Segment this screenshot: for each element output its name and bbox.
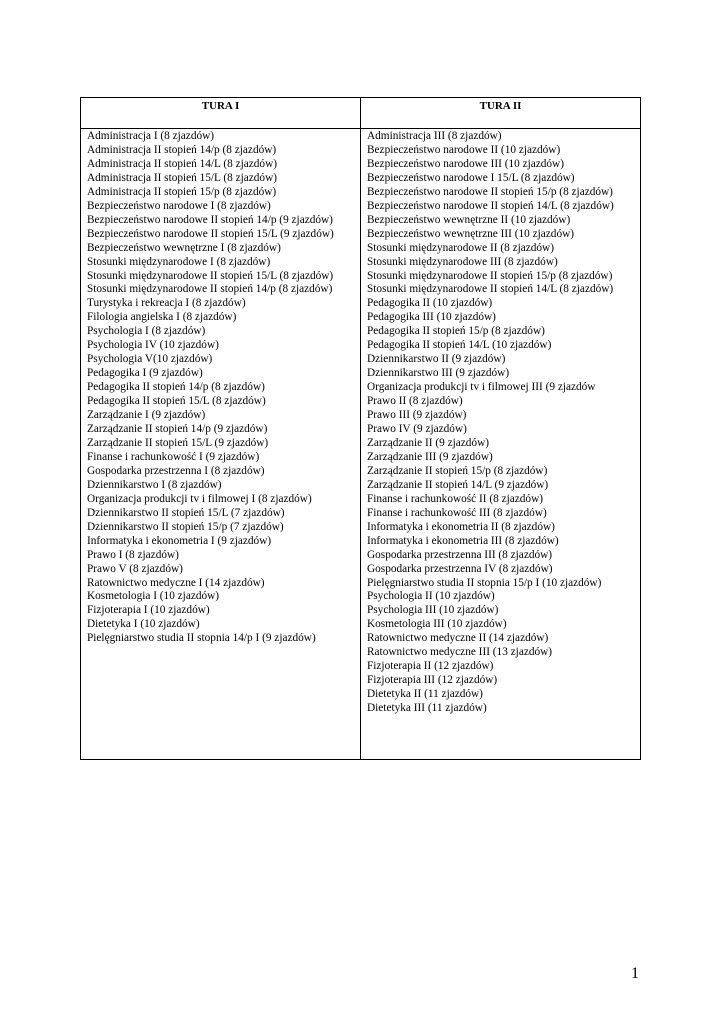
list-item: Prawo IV (9 zjazdów): [367, 423, 467, 436]
list-item: Psychologia V(10 zjazdów): [87, 353, 213, 366]
list-item: Ratownictwo medyczne I (14 zjazdów): [87, 576, 265, 589]
list-item: Bezpieczeństwo wewnętrzne III (10 zjazdów): [367, 227, 575, 240]
list-item: Bezpieczeństwo wewnętrzne I (8 zjazdów): [87, 241, 281, 254]
list-item: Bezpieczeństwo narodowe II stopień 14/p (9 zjazdów): [87, 213, 333, 226]
list-item: Pedagogika II (10 zjazdów): [367, 297, 493, 310]
list-item: Fizjoterapia II (12 zjazdów): [367, 660, 494, 673]
column-tura-2: [361, 129, 640, 759]
list-item: Organizacja produkcji tv i filmowej I (8 zjazdów): [87, 492, 312, 505]
list-item: Informatyka i ekonometria I (9 zjazdów): [87, 534, 272, 547]
list-item: Finanse i rachunkowość I (9 zjazdów): [87, 450, 260, 463]
list-item: Gospodarka przestrzenna I (8 zjazdów): [87, 464, 265, 477]
list-item: Bezpieczeństwo narodowe II stopień 15/L (9 zjazdów): [87, 227, 334, 240]
list-item: Prawo I (8 zjazdów): [87, 548, 179, 561]
list-item: Prawo III (9 zjazdów): [367, 409, 467, 422]
list-item: Fizjoterapia I (10 zjazdów): [87, 604, 210, 617]
list-item: Ratownictwo medyczne II (14 zjazdów): [367, 632, 549, 645]
table-body-row: [81, 129, 640, 759]
list-item: Dziennikarstwo III (9 zjazdów): [367, 367, 510, 380]
list-item: Finanse i rachunkowość III (8 zjazdów): [367, 506, 547, 519]
list-item: Zarządzanie I (9 zjazdów): [87, 409, 206, 422]
header-tura-1: TURA I: [81, 98, 361, 128]
table-header-row: [81, 98, 640, 129]
list-item: Pielęgniarstwo studia II stopnia 14/p I (9 zjazdów): [87, 632, 316, 645]
list-item: Stosunki międzynarodowe II stopień 14/L (8 zjazdów): [367, 283, 614, 296]
list-item: Psychologia II (10 zjazdów): [367, 590, 495, 603]
list-item: Stosunki międzynarodowe I (8 zjazdów): [87, 255, 271, 268]
list-item: Stosunki międzynarodowe II (8 zjazdów): [367, 241, 554, 254]
column-tura-1: [81, 129, 361, 759]
list-item: Zarządzanie III (9 zjazdów): [367, 450, 493, 463]
list-item: Administracja I (8 zjazdów): [87, 130, 215, 142]
list-item: Kosmetologia I (10 zjazdów): [87, 590, 220, 603]
tura-1-list: [87, 130, 356, 646]
list-item: Filologia angielska I (8 zjazdów): [87, 311, 237, 324]
list-item: Bezpieczeństwo wewnętrzne II (10 zjazdów): [367, 213, 571, 226]
list-item: Administracja II stopień 15/L (8 zjazdów): [87, 171, 278, 184]
list-item: Bezpieczeństwo narodowe II stopień 14/L (8 zjazdów): [367, 199, 614, 212]
list-item: Zarządzanie II stopień 15/p (8 zjazdów): [367, 464, 548, 477]
list-item: Administracja II stopień 14/p (8 zjazdów): [87, 143, 277, 156]
list-item: Pedagogika II stopień 15/p (8 zjazdów): [367, 325, 545, 338]
list-item: Dietetyka I (10 zjazdów): [87, 618, 200, 631]
list-item: Zarządzanie II (9 zjazdów): [367, 436, 489, 449]
schedule-table: [80, 97, 641, 760]
page-number: 1: [631, 965, 639, 982]
list-item: Zarządzanie II stopień 14/L (9 zjazdów): [367, 478, 549, 491]
list-item: Dietetyka III (11 zjazdów): [367, 702, 487, 715]
list-item: Dziennikarstwo I (8 zjazdów): [87, 478, 222, 491]
list-item: Stosunki międzynarodowe II stopień 14/p (8 zjazdów): [87, 283, 333, 296]
header-tura-2: TURA II: [479, 100, 522, 112]
list-item: Bezpieczeństwo narodowe II stopień 15/p (8 zjazdów): [367, 185, 613, 198]
list-item: Zarządzanie II stopień 14/p (9 zjazdów): [87, 423, 268, 436]
list-item: Prawo V (8 zjazdów): [87, 562, 183, 575]
list-item: Turystyka i rekreacja I (8 zjazdów): [87, 297, 246, 310]
list-item: Administracja II stopień 15/p (8 zjazdów): [87, 185, 277, 198]
list-item: Fizjoterapia III (12 zjazdów): [367, 674, 498, 687]
list-item: Administracja III (8 zjazdów): [367, 130, 502, 142]
list-item: Ratownictwo medyczne III (13 zjazdów): [367, 646, 553, 659]
list-item: Psychologia III (10 zjazdów): [367, 604, 499, 617]
list-item: Bezpieczeństwo narodowe III (10 zjazdów): [367, 157, 564, 170]
list-item: Pedagogika I (9 zjazdów): [87, 367, 203, 380]
list-item: Gospodarka przestrzenna IV (8 zjazdów): [367, 562, 553, 575]
list-item: Dziennikarstwo II stopień 15/L (7 zjazdów): [87, 506, 285, 519]
list-item: Pedagogika II stopień 14/p (8 zjazdów): [87, 381, 265, 394]
tura-2-list: [367, 130, 636, 716]
list-item: Organizacja produkcji tv i filmowej III (9 zjazdów: [367, 381, 596, 394]
list-item: Zarządzanie II stopień 15/L (9 zjazdów): [87, 436, 269, 449]
list-item: Prawo II (8 zjazdów): [367, 395, 463, 408]
list-item: Stosunki międzynarodowe III (8 zjazdów): [367, 255, 558, 268]
list-item: Pedagogika II stopień 15/L (8 zjazdów): [87, 395, 266, 408]
list-item: Kosmetologia III (10 zjazdów): [367, 618, 507, 631]
list-item: Bezpieczeństwo narodowe II (10 zjazdów): [367, 143, 561, 156]
list-item: Dziennikarstwo II stopień 15/p (7 zjazdów): [87, 520, 284, 533]
list-item: Gospodarka przestrzenna III (8 zjazdów): [367, 548, 553, 561]
list-item: Dietetyka II (11 zjazdów): [367, 688, 483, 701]
list-item: Psychologia IV (10 zjazdów): [87, 339, 219, 352]
list-item: Pedagogika II stopień 14/L (10 zjazdów): [367, 339, 552, 352]
list-item: Administracja II stopień 14/L (8 zjazdów): [87, 157, 278, 170]
list-item: Psychologia I (8 zjazdów): [87, 325, 206, 338]
list-item: Pielęgniarstwo studia II stopnia 15/p I (10 zjazdów): [367, 576, 602, 589]
list-item: Informatyka i ekonometria III (8 zjazdów): [367, 534, 559, 547]
list-item: Bezpieczeństwo narodowe I 15/L (8 zjazdów): [367, 171, 575, 184]
list-item: Pedagogika III (10 zjazdów): [367, 311, 496, 324]
list-item: Stosunki międzynarodowe II stopień 15/L (8 zjazdów): [87, 269, 334, 282]
list-item: Informatyka i ekonometria II (8 zjazdów): [367, 520, 555, 533]
list-item: Stosunki międzynarodowe II stopień 15/p (8 zjazdów): [367, 269, 613, 282]
list-item: Dziennikarstwo II (9 zjazdów): [367, 353, 506, 366]
list-item: Finanse i rachunkowość II (8 zjazdów): [367, 492, 543, 505]
list-item: Bezpieczeństwo narodowe I (8 zjazdów): [87, 199, 271, 212]
